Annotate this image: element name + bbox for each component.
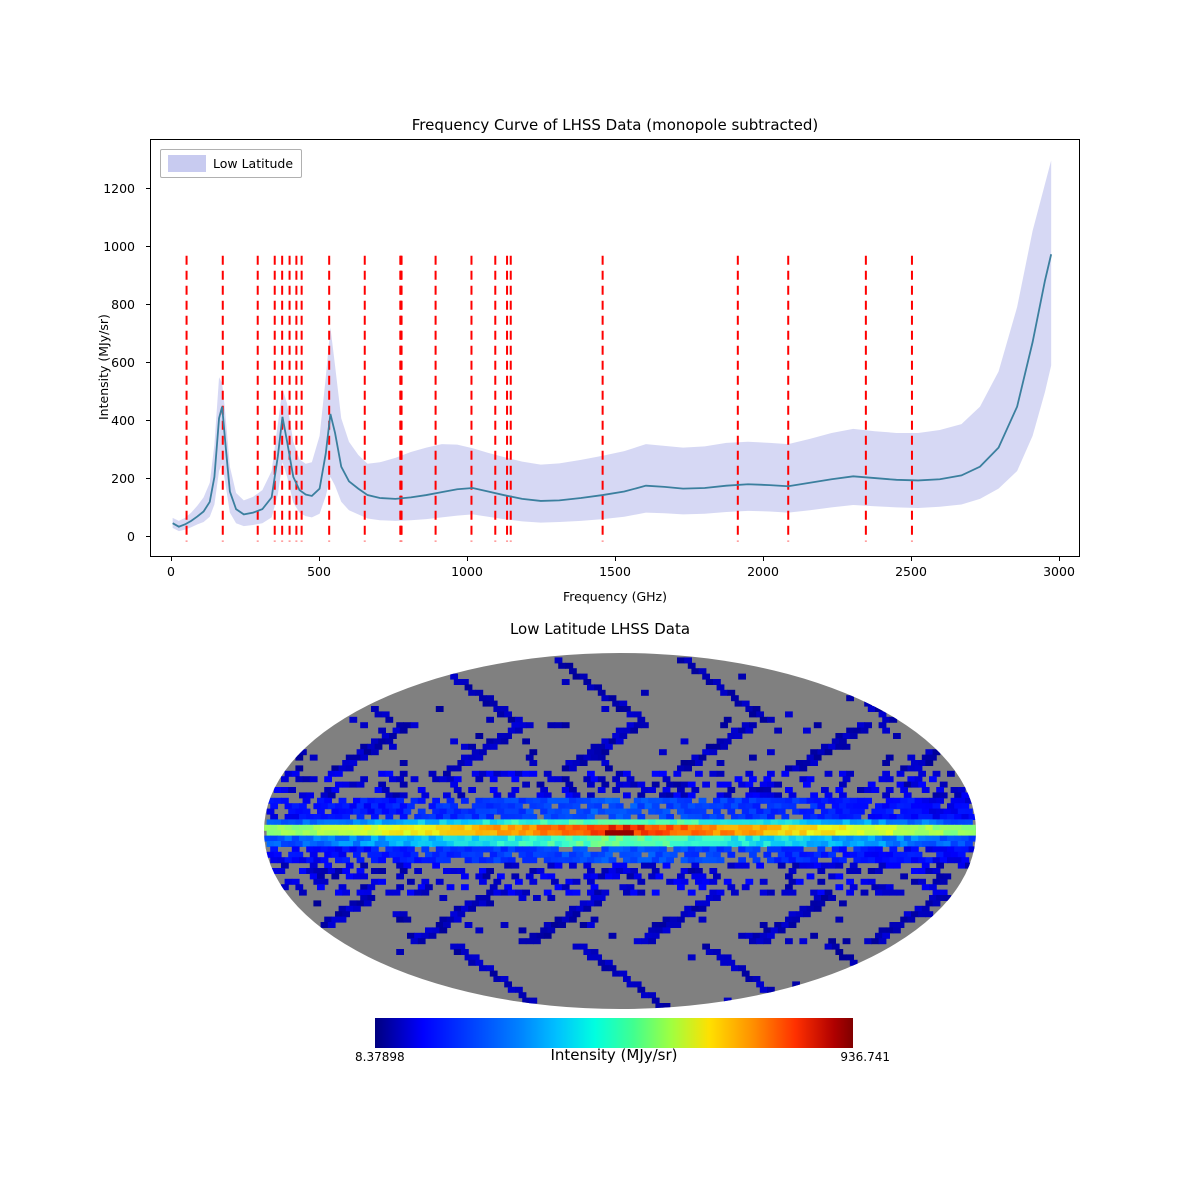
y-tick-1000: 1000 (103, 239, 135, 254)
colorbar-max-label: 936.741 (840, 1050, 890, 1064)
x-tickmark-3000 (1059, 557, 1060, 561)
colorbar-gradient (375, 1018, 853, 1048)
x-tickmark-2500 (911, 557, 912, 561)
y-tick-400: 400 (111, 413, 135, 428)
x-axis-label: Frequency (GHz) (563, 589, 667, 604)
y-tick-0: 0 (127, 529, 135, 544)
x-tick-3000: 3000 (1043, 564, 1075, 579)
x-tick-500: 500 (307, 564, 331, 579)
x-tickmark-1500 (615, 557, 616, 561)
y-axis-label: Intensity (MJy/sr) (96, 314, 111, 420)
x-tickmark-1000 (467, 557, 468, 561)
legend-swatch-low-latitude (168, 155, 206, 172)
y-tick-800: 800 (111, 297, 135, 312)
sky-map (263, 652, 977, 1010)
legend-label-low-latitude: Low Latitude (213, 156, 294, 171)
mollweide-projection (263, 652, 977, 1010)
x-tickmark-500 (319, 557, 320, 561)
y-tick-600: 600 (111, 355, 135, 370)
x-tick-2500: 2500 (895, 564, 927, 579)
x-tick-1000: 1000 (451, 564, 483, 579)
map-title: Low Latitude LHSS Data (509, 620, 691, 638)
x-tick-0: 0 (167, 564, 175, 579)
x-tick-1500: 1500 (599, 564, 631, 579)
x-tickmark-0 (171, 557, 172, 561)
x-tickmark-2000 (763, 557, 764, 561)
plot-area (150, 139, 1080, 557)
y-tick-1200: 1200 (103, 181, 135, 196)
uncertainty-band (173, 161, 1052, 532)
colorbar-label: Intensity (MJy/sr) (550, 1046, 678, 1064)
page-title: Frequency Curve of LHSS Data (monopole subtracted) (411, 116, 819, 134)
x-tick-2000: 2000 (747, 564, 779, 579)
colorbar (375, 1018, 853, 1048)
y-tick-200: 200 (111, 471, 135, 486)
legend[interactable] (160, 149, 302, 178)
plot-svg (151, 140, 1079, 556)
colorbar-min-label: 8.37898 (355, 1050, 405, 1064)
